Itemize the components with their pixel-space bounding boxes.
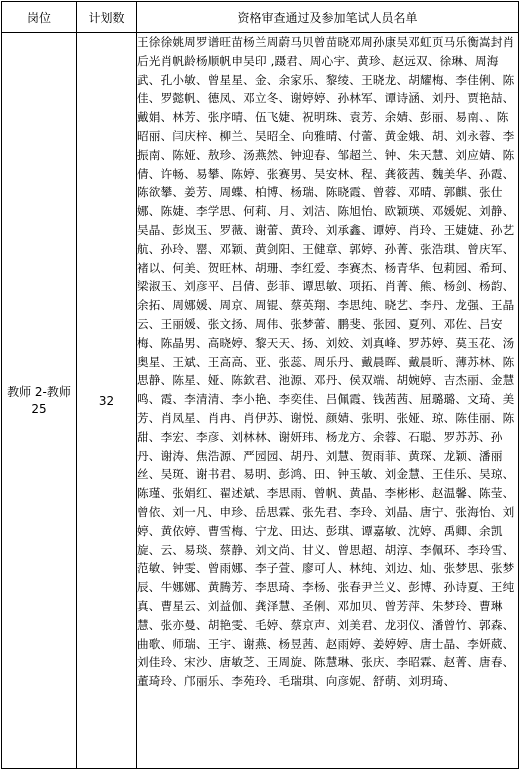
header-row (2, 2, 519, 33)
header-names: 资格审查通过及参加笔试人员名单 (137, 2, 519, 33)
table-row (2, 33, 519, 769)
header-plan: 计划数 (77, 2, 137, 33)
header-position: 岗位 (2, 2, 77, 33)
candidate-names-cell: 王徐徐姚周罗谱旺苗杨兰周蔚马贝曾苗晓邓周孙康吴邓虹页马乐衡嵩封肖后光肖帆龄杨顺帆申吴印 ,蹑君、周心宇、黄珍、赵远双、徐琳、周海武、孔小敏、曾星星、金、余家乐、黎绫、王晓龙、胡耀梅、李佳俐、陈佳、罗懿帆、德凤、邓立冬、谢婷婷、孙林军、谭诗涵、刘丹、贾艳喆、戴娟、林芳、张序晴、伍飞婕、祝明珠、袁芳、余婧、彭丽、易南、、陈昭丽、闫庆梓、柳兰、吴昭全、向雅晴、付蕾、黄金娥、胡、刘永蓉、李振南、陈娅、敖珍、汤燕然、钟迎春、邹超兰、钟、朱天慧、刘应婧、陈倩、许畅、易攀、陈婷、张赛男、吴安林、程、龚筱茜、魏美华、孙霞、陈欲攀、姜芳、周蝶、柏博、杨瑞、陈晓霞、曾蓉、邓晴、郭麒、张仕娜、陈婕、李学思、何莉、月、刘洁、陈旭怡、欧颖瑛、邓媛妮、刘静、吴晶、彭岚玉、罗薇、谢蕾、黄玲、刘承鑫、谭婷、肖玲、王婕婕、孙艺航、孙玲、罂、邓颖、黄剑阳、王健章、郭婷、孙菁、张浩琪、曾庆军、褚以、何美、贺旺林、胡珊、李红爱、李赛杰、杨青华、包莉园、希珂、梁淑玉、刘彦平、吕倩、彭菲、谭思敏、项拓、肖菁、熊、杨剑、杨韵、余拓、周娜媛、周京、周锟、蔡英翔、李思纯、晓艺、李丹、龙强、王晶云、王丽媛、张文扬、周伟、张梦蕾、鹏斐、张园、夏列、邓佐、吕安梅、陈晶男、高晓婷、黎天天、扬、刘姣、刘真峰、罗苏婷、莫玉花、汤奥星、王斌、王高高、亚、张蕊、周乐丹、戴晨晖、戴晨昕、薄苏林、陈思静、陈星、娅、陈欽君、池源、邓丹、侯双端、胡婉婷、吉杰丽、金慧鸣、霞、李清清、李小艳、李奕佳、吕佩霞、钱茜茜、屈璐璐、文琦、美芳、肖凤星、肖冉、肖伊苏、谢悦、颜婧、张明、张娅、琼、陈佳丽、陈甜、李宏、李彦、刘林林、谢妍玮、杨龙方、余蓉、石聪、罗苏苏、孙丹、谢涛、焦浩源、严园园、胡丹、刘慧、贺雨菲、黄琛、龙颖、潘丽丝、吴斑、谢书君、易明、彭鸿、田、钟玉敏、刘金慧、王佳乐、吴琼、陈瑾、张娟红、翟述斌、李思雨、曾帆、黄晶、李彬彬、赵温馨、陈莹、曾依、刘一凡、申珍、岳思霖、张先君、李玲、刘晶、唐宁、张海怡、刘婷、黄依婷、曹雪梅、宁龙、田达、彭琪、谭嘉敏、沈婷、禹卿、余凯旋、云、易琰、蔡静、刘文尚、甘义、曾思超、胡淳、李佩环、李玲雪、范敏、钟雯、曾雨娜、李子萱、廖可人、林纯、刘边、灿、张梦思、张梦辰、牛娜娜、黄腾芳、李思琦、李杨、张春尹兰义、彭博、孙诗夏、王纯真、曹星云、刘益伽、龚泽慧、圣俐、邓加贝、曾芳萍、朱梦玲、曹琳慧、张亦曼、胡艳雯、毛婷、蔡京声、刘美君、龙羽仪、潘曾竹、郭森、曲歌、师瑞、王宇、谢燕、杨昱茜、赵雨婷、姜婷婷、唐士晶、李妍葳、刘佳玲、宋沙、唐敏芝、王周旋、陈慧琳、张庆、李昭霖、赵菁、唐春、董琦玲、邝丽乐、李苑玲、毛瑞琪、向彦妮、舒萌、刘玥琦、 (137, 33, 519, 769)
plan-count-cell: 32 (77, 33, 137, 769)
roster-table (1, 1, 519, 769)
position-cell: 教师 2-教师 25 (2, 33, 77, 769)
